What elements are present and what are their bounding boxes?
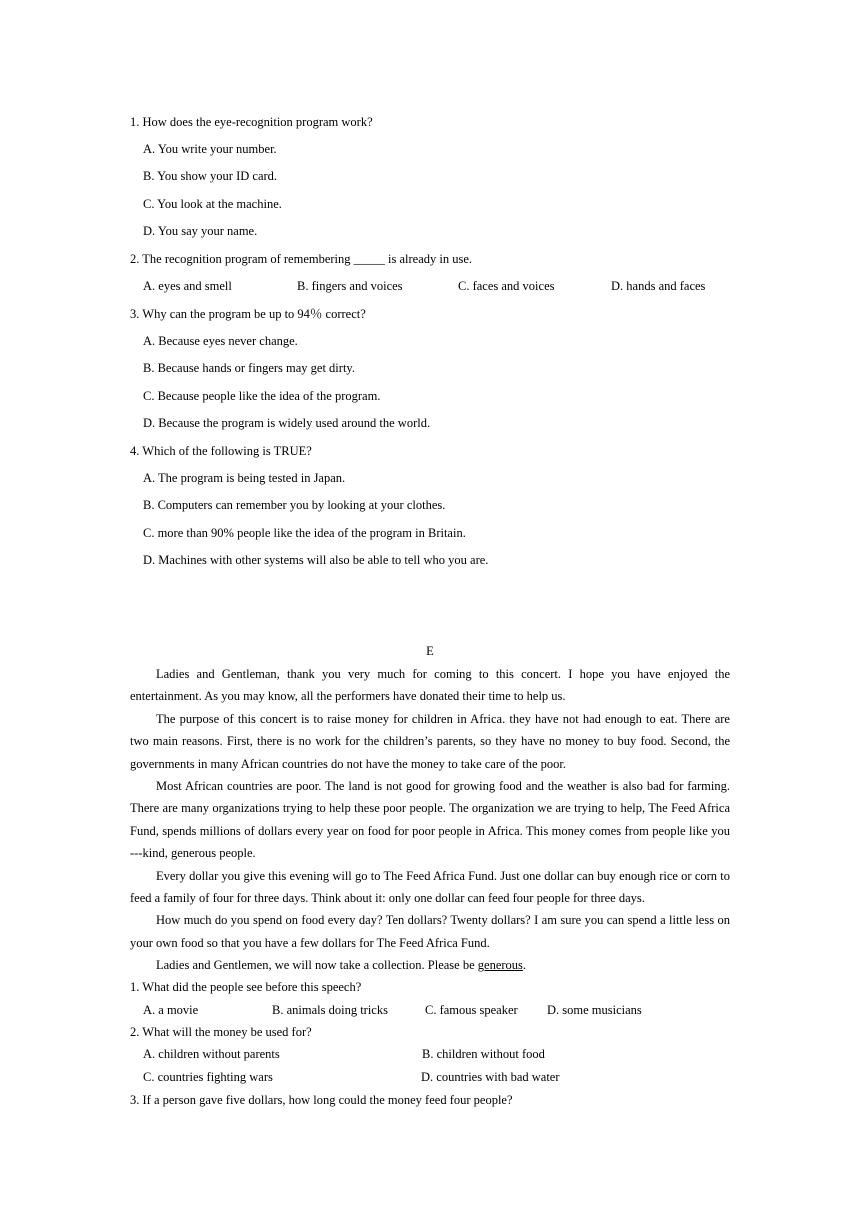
q3-option-c: C. Because people like the idea of the program. (143, 389, 381, 403)
e-q1-option-b: B. animals doing tricks (272, 1003, 388, 1017)
q2-option-c: C. faces and voices (458, 279, 555, 293)
closing-text: Ladies and Gentlemen, we will now take a collection. Please be (156, 958, 478, 973)
e-question-2: 2. What will the money be used for? (130, 1025, 312, 1039)
e-q2-option-d: D. countries with bad water (421, 1070, 560, 1084)
q2-option-a: A. eyes and smell (143, 279, 232, 293)
q3-option-d: D. Because the program is widely used around the world. (143, 416, 431, 430)
e-q1-option-d: D. some musicians (547, 1003, 642, 1017)
passage-paragraph: How much do you spend on food every day? Ten dollars? Twenty dollars? I am sure you can spend a little less on your own food so that you have a few dollars for The Feed Africa Fund. (130, 913, 730, 950)
q4-option-b: B. Computers can remember you by looking at your clothes. (143, 498, 446, 512)
q4-option-c: C. more than 90% people like the idea of the program in Britain. (143, 526, 466, 540)
e-q2-options-row-1 (130, 1046, 730, 1062)
q1-option-a: A. You write your number. (143, 142, 277, 156)
passage-paragraph: Every dollar you give this evening will go to The Feed Africa Fund. Just one dollar can buy enough rice or corn to feed a family of four for three days. Think about it: only one dollar can feed four people for three days. (130, 868, 730, 906)
question-1: 1. How does the eye-recognition program work? (130, 115, 373, 129)
q2-option-b: B. fingers and voices (297, 279, 403, 293)
question-4: 4. Which of the following is TRUE? (130, 444, 312, 458)
e-q2-option-c: C. countries fighting wars (143, 1070, 273, 1084)
q3-option-b: B. Because hands or fingers may get dirty. (143, 361, 355, 375)
e-q2-options-row-2 (130, 1069, 730, 1085)
q3-option-a: A. Because eyes never change. (143, 334, 298, 348)
closing-end: . (522, 958, 527, 973)
e-q1-option-a: A. a movie (143, 1003, 199, 1017)
passage-closing (130, 954, 730, 976)
e-q2-option-a: A. children without parents (143, 1047, 280, 1061)
q2-options-row (130, 278, 730, 294)
q4-option-a: A. The program is being tested in Japan. (143, 471, 346, 485)
q1-option-d: D. You say your name. (143, 224, 258, 238)
e-q2-option-b: B. children without food (422, 1047, 545, 1061)
q2-option-d: D. hands and faces (611, 279, 706, 293)
passage-paragraph: The purpose of this concert is to raise money for children in Africa. they have not had enough to eat. There are two main reasons. First, there is no work for the children’s parents, so they have no money to buy food. Second, the governments in many African countries do not have the money to take care of the poor. (130, 711, 730, 771)
e-q1-option-c: C. famous speaker (425, 1003, 518, 1017)
q1-option-c: C. You look at the machine. (143, 197, 282, 211)
e-question-1: 1. What did the people see before this speech? (130, 980, 362, 994)
passage (130, 663, 730, 977)
question-3: 3. Why can the program be up to 94％ correct? (130, 307, 366, 321)
question-2: 2. The recognition program of remembering _____ is already in use. (130, 252, 473, 266)
e-question-3: 3. If a person gave five dollars, how long could the money feed four people? (130, 1093, 513, 1107)
e-q1-options-row (130, 1002, 730, 1018)
passage-paragraph: Ladies and Gentleman, thank you very much for coming to this concert. I hope you have enjoyed the entertainment. As you may know, all the performers have donated their time to help us. (130, 667, 730, 704)
underlined-word: generous (477, 958, 523, 973)
q4-option-d: D. Machines with other systems will also be able to tell who you are. (143, 553, 489, 567)
passage-paragraph: Most African countries are poor. The land is not good for growing food and the weather is also bad for farming. There are many organizations trying to help these poor people. The organization we are trying to help, The Feed Africa Fund, spends millions of dollars every year on food for poor people in Africa. This money comes from people like you ---kind, generous people. (130, 779, 730, 861)
q1-option-b: B. You show your ID card. (143, 169, 278, 183)
section-heading: E (426, 644, 434, 658)
